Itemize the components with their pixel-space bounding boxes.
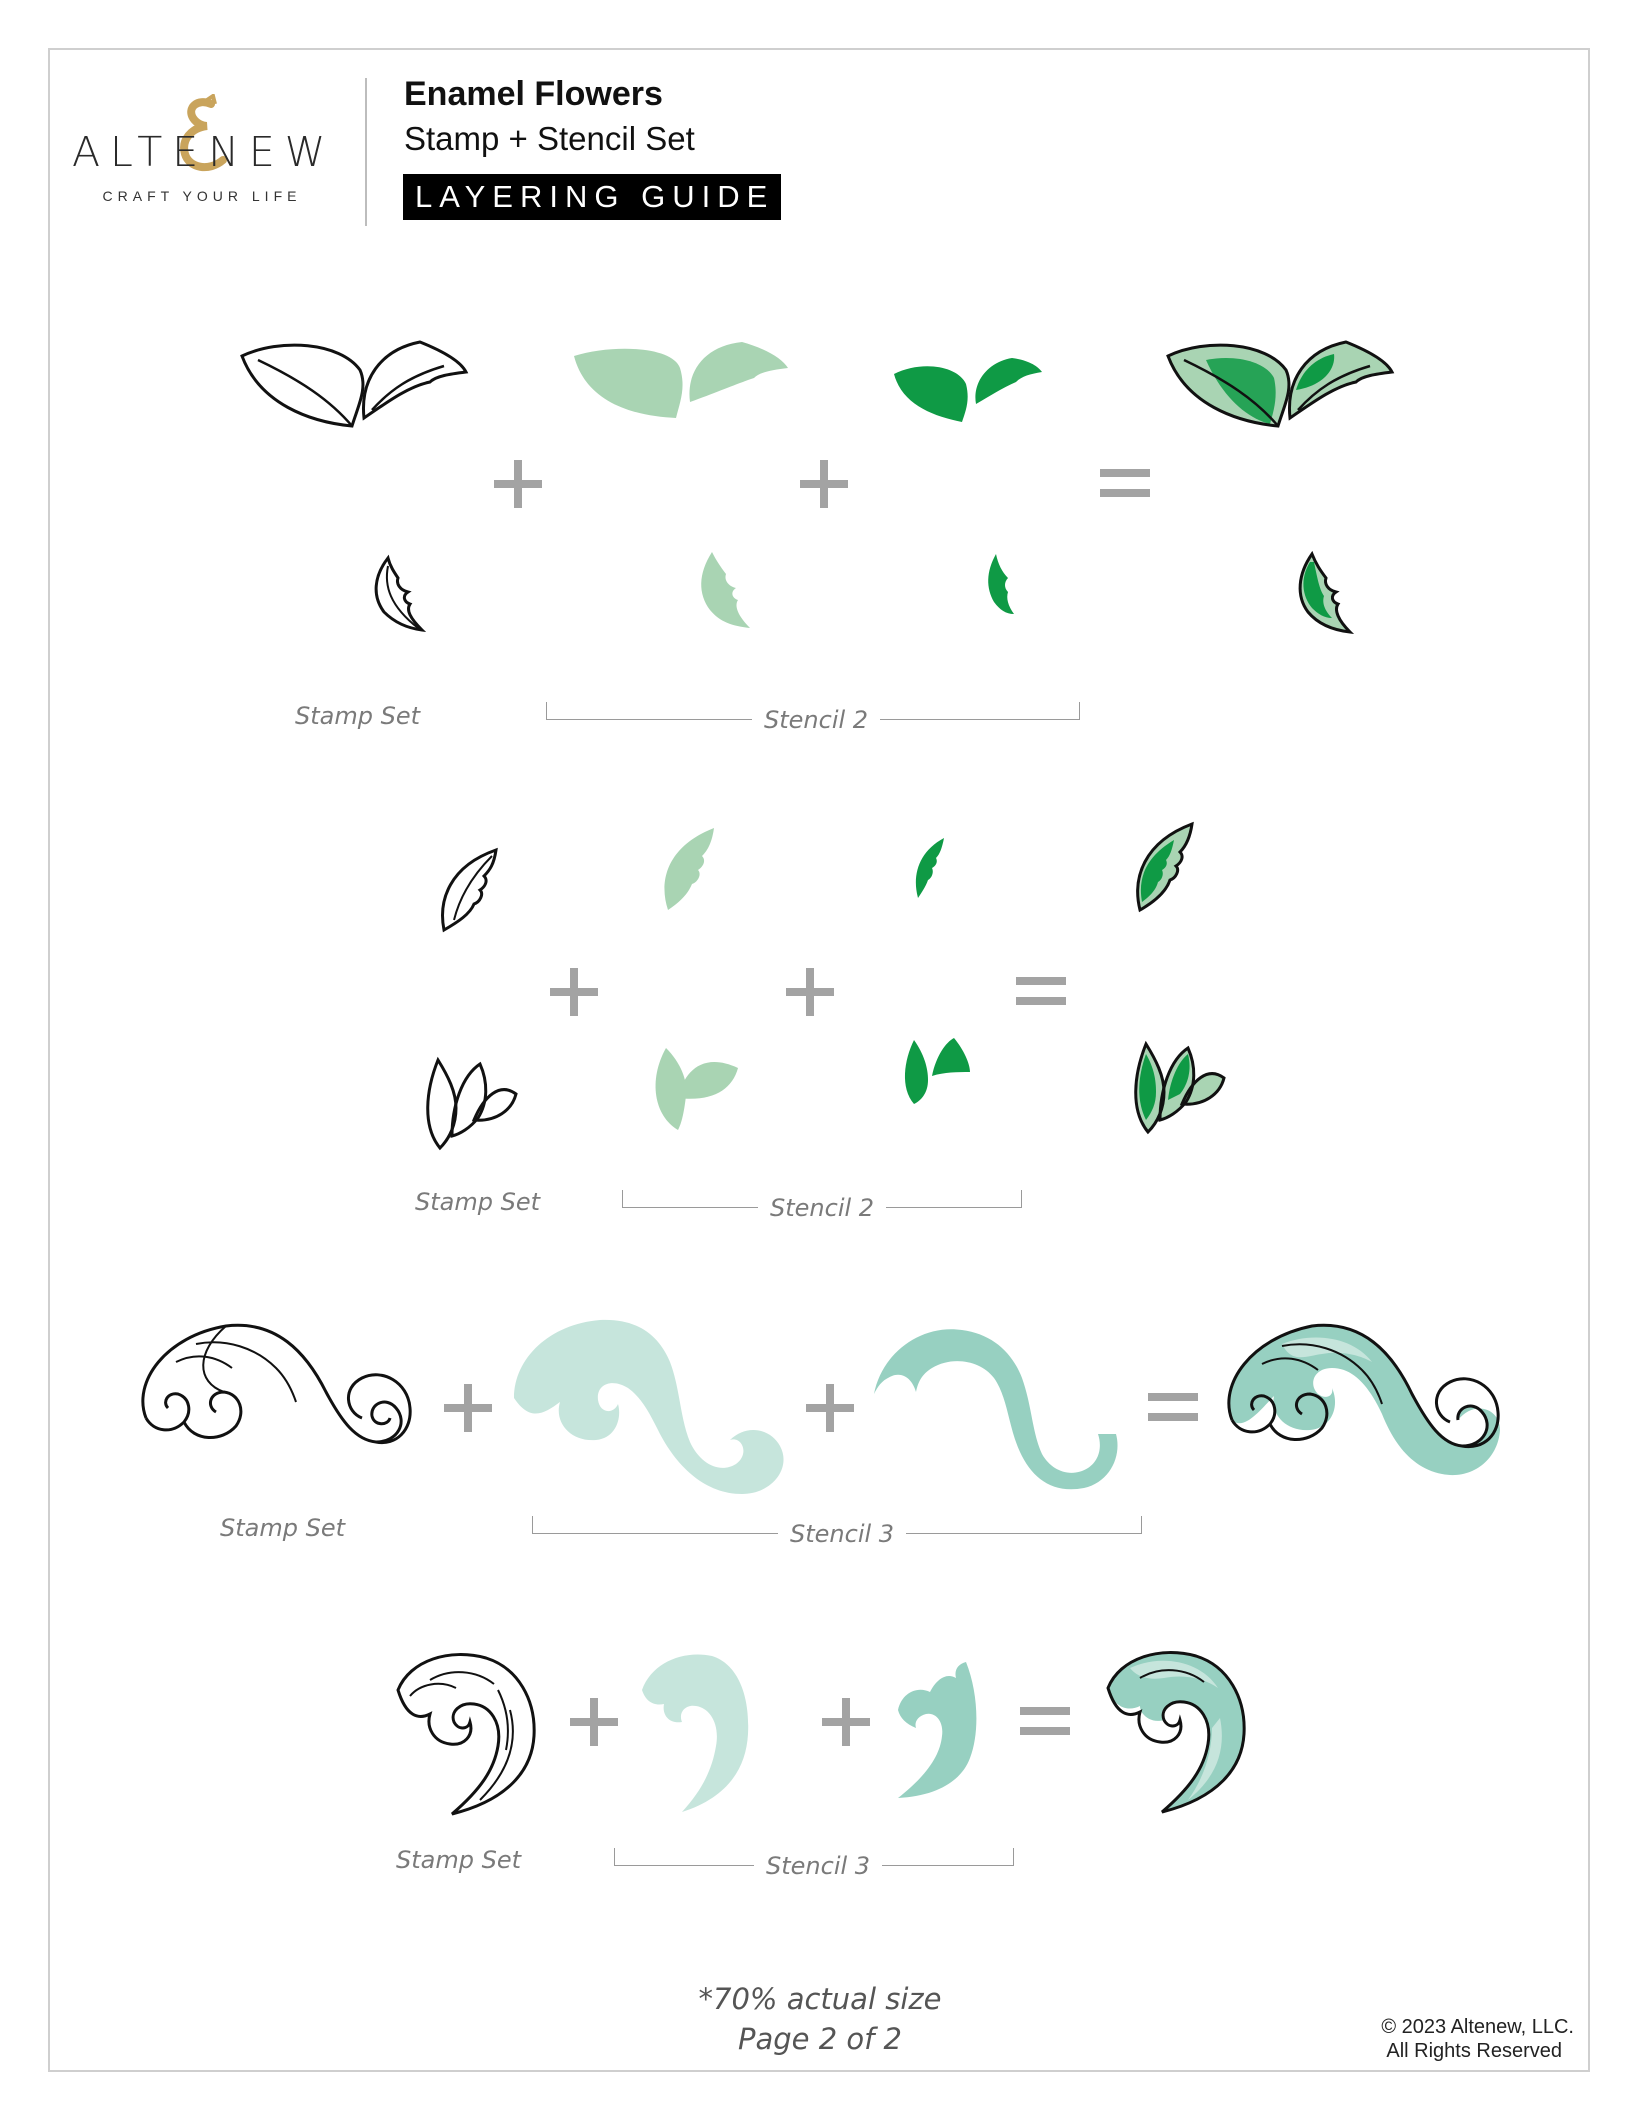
equals-operator <box>1016 976 1066 1006</box>
stamp-leaf-pair-outline <box>240 330 470 430</box>
stencil-light-feather-leaf <box>660 826 720 912</box>
stamp-small-leaf-outline <box>370 556 426 632</box>
stencil-label: Stencil 3 <box>754 1852 882 1880</box>
brand-wordmark: ALTENEW <box>72 128 336 176</box>
result-wave-crest-colored <box>1100 1648 1246 1814</box>
stamp-flourish-scroll-outline <box>136 1322 412 1462</box>
plus-operator <box>804 1382 856 1434</box>
plus-operator <box>442 1382 494 1434</box>
stamp-twin-leaf-outline <box>422 1056 518 1150</box>
product-title: Enamel Flowers <box>404 75 663 113</box>
scale-note: *70% actual size <box>698 1982 942 2016</box>
result-twin-leaf-colored <box>1130 1040 1226 1134</box>
equals-operator <box>1020 1706 1070 1736</box>
altenew-logo <box>72 92 336 222</box>
stencil-light-leaf-pair <box>572 338 792 420</box>
stamp-wave-crest-outline <box>390 1650 536 1816</box>
equals-operator <box>1148 1392 1198 1422</box>
result-small-leaf-colored <box>1294 552 1354 634</box>
stencil-light-wave-crest <box>638 1650 750 1814</box>
stencil-dark-feather-leaf <box>912 836 948 900</box>
brand-tagline: CRAFT YOUR LIFE <box>102 188 302 204</box>
result-flourish-colored <box>1222 1304 1502 1484</box>
stencil-dark-leaf-pair <box>892 352 1044 424</box>
copyright-line: © 2023 Altenew, LLC. <box>1381 2016 1574 2038</box>
layering-guide-badge: LAYERING GUIDE <box>403 174 781 220</box>
page-number: Page 2 of 2 <box>737 2022 903 2056</box>
stamp-set-label: Stamp Set <box>396 1846 522 1874</box>
plus-operator <box>798 458 850 510</box>
stamp-feather-leaf-outline <box>440 846 502 932</box>
plus-operator <box>784 966 836 1018</box>
stencil-label: Stencil 2 <box>752 706 880 734</box>
stamp-set-label: Stamp Set <box>220 1514 346 1542</box>
stencil-light-flourish <box>510 1318 792 1496</box>
header-divider <box>365 78 367 226</box>
stamp-set-label: Stamp Set <box>295 702 421 730</box>
stencil-light-twin-leaf <box>648 1040 740 1132</box>
plus-operator <box>492 458 544 510</box>
result-feather-leaf-colored <box>1134 822 1198 912</box>
stencil-label: Stencil 3 <box>778 1520 906 1548</box>
rights-line: All Rights Reserved <box>1386 2040 1562 2062</box>
stencil-label: Stencil 2 <box>758 1194 886 1222</box>
stamp-set-label: Stamp Set <box>415 1188 541 1216</box>
plus-operator <box>820 1696 872 1748</box>
plus-operator <box>548 966 600 1018</box>
stencil-mid-flourish <box>872 1322 1122 1490</box>
result-leaf-pair-colored <box>1166 330 1396 430</box>
stencil-dark-twin-leaf <box>900 1036 972 1106</box>
equals-operator <box>1100 468 1150 498</box>
product-subtitle: Stamp + Stencil Set <box>404 120 695 157</box>
stencil-dark-small-leaf <box>984 552 1016 616</box>
stencil-mid-wave-crest <box>896 1662 980 1800</box>
stencil-light-small-leaf <box>696 550 752 630</box>
plus-operator <box>568 1696 620 1748</box>
